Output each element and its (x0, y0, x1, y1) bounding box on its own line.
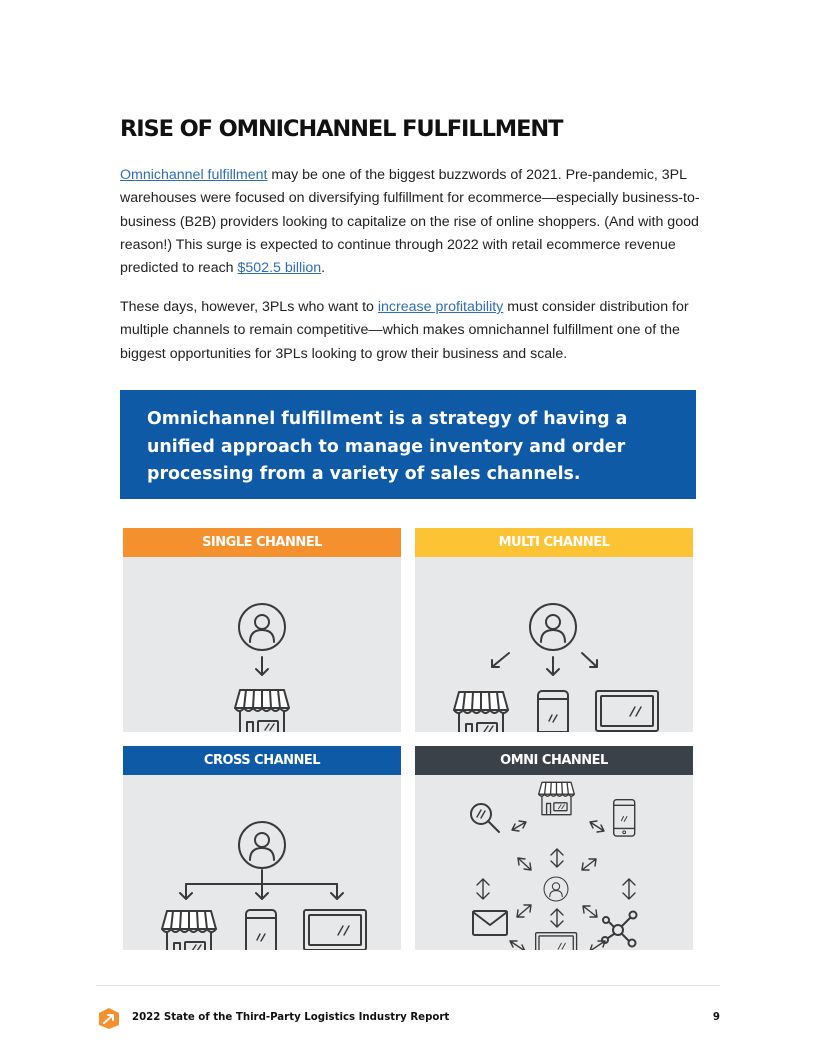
arrow-icon (590, 941, 605, 950)
single-channel-header: SINGLE CHANNEL (123, 528, 401, 557)
multi-channel-diagram (415, 557, 693, 732)
cross-channel-panel (123, 746, 401, 950)
storefront-icon (539, 782, 575, 814)
monitor-icon (596, 691, 658, 732)
intro-text-part2: . (321, 260, 326, 277)
footer-report-title: 2022 State of the Third-Party Logistics Industry Report (132, 1012, 450, 1023)
omni-channel-diagram (415, 775, 693, 950)
arrow-icon (256, 884, 268, 899)
intro-paragraph (120, 164, 700, 280)
arrow-icon (518, 858, 531, 870)
arrow-icon (517, 905, 531, 917)
arrow-icon (510, 941, 525, 950)
page-title: RISE OF OMNICHANNEL FULFILLMENT (120, 116, 563, 142)
arrow-icon (582, 859, 596, 870)
multi-channel-header: MULTI CHANNEL (415, 528, 693, 557)
arrow-icon (590, 821, 604, 832)
arrow-icon (551, 849, 563, 867)
arrow-icon (477, 879, 489, 899)
arrow-icon (512, 821, 526, 831)
monitor-icon (304, 910, 366, 950)
arrow-icon (256, 657, 268, 675)
footer-divider (96, 985, 720, 986)
omni-channel-panel (415, 746, 693, 950)
arrow-icon (180, 884, 192, 899)
storefront-icon (454, 692, 508, 732)
definition-callout (120, 390, 696, 499)
arrow-icon (331, 884, 343, 899)
storefront-icon (162, 911, 216, 950)
smartphone-icon (246, 910, 276, 950)
arrow-icon (583, 906, 597, 917)
second-text-part1: These days, however, 3PLs who want to (120, 299, 378, 315)
distribution-lines (186, 870, 337, 884)
single-channel-diagram (123, 557, 401, 732)
second-paragraph (120, 296, 700, 366)
cross-channel-diagram (123, 775, 401, 950)
network-icon (602, 912, 637, 947)
arrow-icon (547, 657, 559, 675)
omnichannel-fulfillment-link[interactable]: Omnichannel fulfillment (120, 167, 268, 183)
user-icon (239, 822, 285, 868)
arrow-icon (492, 653, 509, 667)
single-channel-panel (123, 528, 401, 732)
arrow-icon (551, 909, 563, 927)
multi-channel-panel (415, 528, 693, 732)
cross-channel-header: CROSS CHANNEL (123, 746, 401, 775)
omni-channel-header: OMNI CHANNEL (415, 746, 693, 775)
smartphone-icon (614, 800, 635, 836)
monitor-icon (536, 933, 577, 950)
user-icon (530, 604, 576, 650)
storefront-icon (235, 690, 289, 732)
ecommerce-revenue-link[interactable]: $502.5 billion (237, 260, 322, 277)
callout-text: Omnichannel fulfillment is a strategy of having a unified approach to manage inventory and order processing from a variety of sales channels. (147, 409, 628, 484)
arrow-icon (582, 653, 597, 667)
intro-text-part1: may be one of the biggest buzzwords of 2021. Pre-pandemic, 3PL warehouses were focused on diversifying fulfillment for ecommerce—especially business-to-business (B2B) providers looking to capitalize on the rise of online shoppers. (And with good reason!) This surge is expected to continue through 2022 with retail ecommerce revenue predicted to reach (120, 167, 700, 277)
magnifier-icon (471, 804, 499, 832)
envelope-icon (473, 911, 507, 935)
report-logo-icon (96, 1006, 122, 1030)
user-icon (239, 604, 285, 650)
arrow-icon (623, 879, 635, 899)
page-number: 9 (712, 1012, 720, 1023)
smartphone-icon (538, 691, 568, 732)
second-text-part2: must consider distribution for multiple channels to remain competitive—which makes omnichannel fulfillment one of the biggest opportunities for 3PLs looking to grow their business and scale. (120, 299, 689, 362)
user-icon (544, 877, 568, 901)
increase-profitability-link[interactable]: increase profitability (377, 299, 504, 315)
